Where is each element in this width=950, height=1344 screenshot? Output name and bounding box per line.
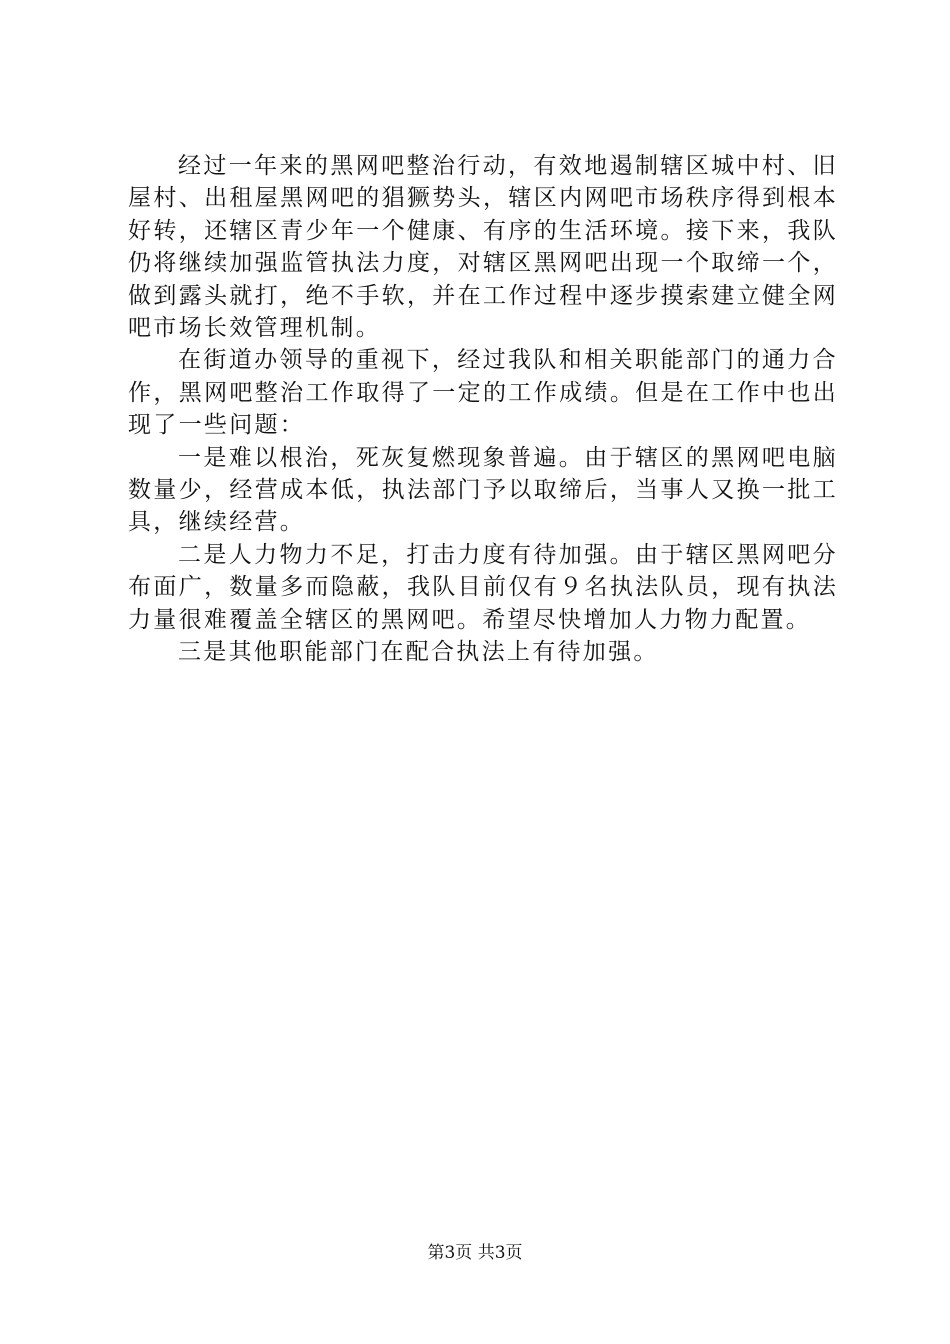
paragraph-problems-intro: 在街道办领导的重视下，经过我队和相关职能部门的通力合作，黑网吧整治工作取得了一定的工作成绩。但是在工作中也出现了一些问题： — [128, 347, 838, 439]
paragraph-problem-two: 二是人力物力不足，打击力度有待加强。由于辖区黑网吧分布面广，数量多而隐蔽，我队目前仅有９名执法队员，现有执法力量很难覆盖全辖区的黑网吧。希望尽快增加人力物力配置。 — [128, 541, 838, 633]
document-body — [128, 150, 838, 669]
paragraph-summary: 经过一年来的黑网吧整治行动，有效地遏制辖区城中村、旧屋村、出租屋黑网吧的猖獗势头，辖区内网吧市场秩序得到根本好转，还辖区青少年一个健康、有序的生活环境。接下来，我队仍将继续加强监管执法力度，对辖区黑网吧出现一个取缔一个，做到露头就打，绝不手软，并在工作过程中逐步摸索建立健全网吧市场长效管理机制。 — [128, 153, 838, 342]
page-number-footer: 第3页 共3页 — [427, 1243, 523, 1263]
paragraph-problem-three: 三是其他职能部门在配合执法上有待加强。 — [178, 639, 659, 666]
paragraph-problem-one: 一是难以根治，死灰复燃现象普遍。由于辖区的黑网吧电脑数量少，经营成本低，执法部门予以取缔后，当事人又换一批工具，继续经营。 — [128, 444, 838, 536]
